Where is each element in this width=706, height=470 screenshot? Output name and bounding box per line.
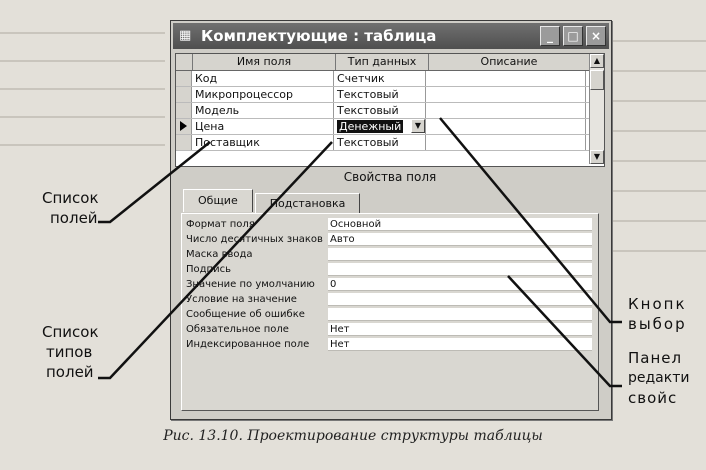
callout-text: Кнопк	[628, 295, 687, 313]
field-name-cell[interactable]: Микропроцессор	[192, 87, 334, 102]
callout-select-button	[628, 294, 687, 334]
dropdown-arrow-button[interactable]: ▼	[411, 119, 425, 133]
callout-text: полей	[46, 363, 94, 381]
leader-select-button	[440, 118, 622, 322]
property-label: Условие на значение	[186, 294, 297, 305]
scroll-down-icon[interactable]: ▼	[590, 150, 604, 164]
callout-text: редакти	[628, 370, 690, 386]
callout-text: типов	[46, 343, 93, 361]
property-label: Формат поля	[186, 219, 255, 230]
field-name-cell[interactable]: Модель	[192, 103, 334, 118]
column-header-description[interactable]: Описание	[429, 54, 590, 70]
callout-text: полей	[50, 209, 98, 227]
property-value-field[interactable]: Основной	[328, 218, 592, 231]
window-title: Комплектующие : таблица	[201, 27, 437, 45]
property-label: Число десятичных знаков	[186, 234, 323, 245]
leader-types-list	[98, 142, 332, 378]
tab-general[interactable]: Общие	[183, 189, 253, 212]
figure-caption: Рис. 13.10. Проектирование структуры таблицы	[163, 428, 543, 444]
callout-text: Панел	[628, 349, 683, 367]
property-value-field[interactable]: Нет	[328, 323, 592, 336]
data-type-cell[interactable]: Счетчик	[334, 71, 426, 86]
minimize-button[interactable]: _	[540, 26, 560, 46]
property-label: Сообщение об ошибке	[186, 309, 305, 320]
property-value-field[interactable]: Авто	[328, 233, 592, 246]
callout-text: свойс	[628, 389, 678, 407]
maximize-button[interactable]: □	[563, 26, 583, 46]
property-value-field[interactable]: Нет	[328, 338, 592, 351]
leader-fields-list	[98, 142, 210, 222]
callout-edit-panel	[628, 348, 689, 408]
callout-fields-list	[42, 188, 99, 228]
data-type-cell[interactable]: Текстовый	[334, 135, 426, 150]
field-name-cell[interactable]: Код	[192, 71, 334, 86]
tab-lookup[interactable]: Подстановка	[255, 193, 361, 214]
property-label: Индексированное поле	[186, 339, 310, 350]
callout-text: Список	[42, 323, 99, 341]
field-properties-header: Свойства поля	[343, 170, 437, 184]
data-type-cell[interactable]: Текстовый	[334, 87, 426, 102]
table-icon: ▦	[179, 28, 192, 43]
field-name-cell[interactable]: Цена	[192, 119, 334, 134]
column-header-data-type[interactable]: Тип данных	[336, 54, 429, 70]
callout-text: Список	[42, 189, 99, 207]
callout-text: выбор	[628, 315, 687, 333]
property-label: Значение по умолчанию	[186, 279, 315, 290]
column-header-field-name[interactable]: Имя поля	[193, 54, 336, 70]
property-value-field[interactable]: 0	[328, 278, 592, 291]
data-type-cell[interactable]: Текстовый	[334, 103, 426, 118]
callout-types-list	[42, 322, 99, 382]
field-name-cell[interactable]: Поставщик	[192, 135, 334, 150]
close-button[interactable]: ×	[586, 26, 606, 46]
property-label: Маска ввода	[186, 249, 253, 260]
data-type-selected-value: Денежный	[339, 120, 402, 133]
leader-edit-panel	[508, 276, 622, 386]
property-label: Обязательное поле	[186, 324, 289, 335]
property-label: Подпись	[186, 264, 231, 275]
scroll-up-icon[interactable]: ▲	[590, 54, 604, 68]
